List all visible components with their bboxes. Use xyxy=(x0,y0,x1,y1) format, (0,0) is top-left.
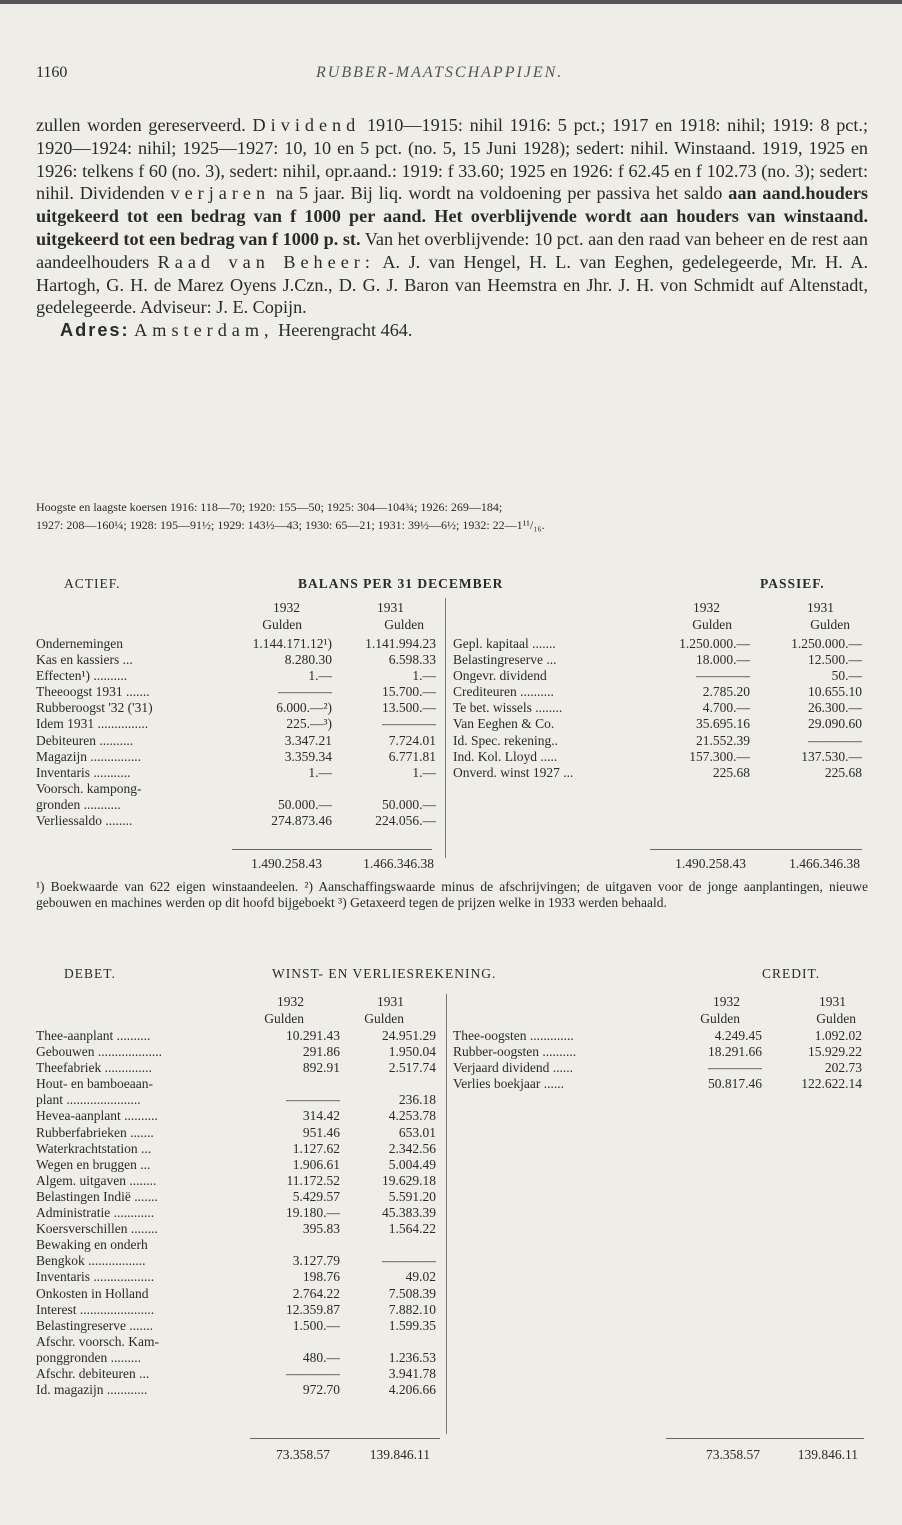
table-row xyxy=(36,1334,436,1350)
row-label: Ongevr. dividend xyxy=(453,668,547,684)
table-row xyxy=(453,668,868,684)
value-1932: 480.— xyxy=(302,1349,340,1365)
row-label: Idem 1931 ............... xyxy=(36,716,149,732)
row-label: Te bet. wissels ........ xyxy=(453,700,563,716)
value-1932: 972.70 xyxy=(302,1382,340,1398)
table-row xyxy=(36,1350,436,1366)
text-span: na 5 jaar. Bij liq. wordt na voldoening per passiva het saldo xyxy=(275,183,723,204)
table-row xyxy=(36,1141,436,1157)
row-label: Interest ...................... xyxy=(36,1301,155,1317)
value-1931: 224.056.— xyxy=(375,813,436,829)
raad-heading: Raad van Beheer: xyxy=(157,251,375,272)
table-row xyxy=(453,733,868,749)
balans-passief-table xyxy=(453,636,868,781)
table-row xyxy=(36,1076,436,1092)
unit-header: Gulden xyxy=(264,1011,304,1026)
value-1932: 5.429.57 xyxy=(292,1188,340,1204)
value-1932: 198.76 xyxy=(302,1269,340,1285)
row-label: Bewaking en onderh xyxy=(36,1237,148,1253)
table-row xyxy=(36,1286,436,1302)
value-1931: 137.530.— xyxy=(801,748,862,764)
value-1931: 15.700.— xyxy=(382,684,436,700)
table-row xyxy=(36,733,436,749)
table-row xyxy=(36,1157,436,1173)
value-1931: 12.500.— xyxy=(808,652,862,668)
value-1932: 314.42 xyxy=(302,1108,340,1124)
row-label: Wegen en bruggen ... xyxy=(36,1156,151,1172)
year-header: 1931 xyxy=(377,994,404,1009)
row-label: Afschr. debiteuren ... xyxy=(36,1365,150,1381)
value-1932: 274.873.46 xyxy=(271,813,332,829)
year-header: 1931 xyxy=(807,600,834,615)
table-row xyxy=(453,652,868,668)
value-1931: 4.206.66 xyxy=(388,1382,436,1398)
column-divider xyxy=(446,994,447,1434)
table-row xyxy=(36,1237,436,1253)
row-label: Kas en kassiers ... xyxy=(36,652,133,668)
row-label: Ondernemingen xyxy=(36,636,123,651)
value-1931: ———— xyxy=(382,716,436,732)
year-header: 1932 xyxy=(693,600,720,615)
table-row xyxy=(453,1028,868,1044)
value-1932: ———— xyxy=(286,1365,340,1381)
row-label: Verliessaldo ........ xyxy=(36,813,133,829)
actief-label: ACTIEF. xyxy=(64,576,121,591)
adres-line xyxy=(36,319,868,342)
balans-title: BALANS PER 31 DECEMBER xyxy=(298,576,504,591)
total-rule xyxy=(250,1438,440,1439)
unit-header: Gulden xyxy=(262,617,302,632)
value-1932: 50.817.46 xyxy=(708,1076,762,1092)
value-1931: 7.508.39 xyxy=(388,1285,436,1301)
text-span: Van het overblijvende: 10 pct. aan den raad van beheer en de rest aan aandeelhouders xyxy=(36,228,868,272)
row-label: Van Eeghen & Co. xyxy=(453,716,555,732)
table-row xyxy=(36,716,436,732)
total-credit-1932: 73.358.57 xyxy=(706,1447,760,1462)
adres-street: Heerengracht 464. xyxy=(278,320,413,341)
table-row xyxy=(36,700,436,716)
row-label: Effecten¹) .......... xyxy=(36,668,128,684)
value-1932: 395.83 xyxy=(302,1221,340,1237)
table-row xyxy=(36,1302,436,1318)
table-row xyxy=(36,797,436,813)
row-label: Rubberoogst '32 ('31) xyxy=(36,700,153,716)
value-1932: 3.359.34 xyxy=(284,748,332,764)
value-1932: 1.127.62 xyxy=(292,1140,340,1156)
table-row xyxy=(453,636,868,652)
koersen-block xyxy=(36,498,868,534)
value-1932: 3.347.21 xyxy=(284,732,332,748)
table-row xyxy=(36,1028,436,1044)
value-1932: 2.764.22 xyxy=(292,1285,340,1301)
value-1931: 6.598.33 xyxy=(388,652,436,668)
value-1932: 1.906.61 xyxy=(292,1156,340,1172)
value-1932: ———— xyxy=(278,684,332,700)
value-1932: 19.180.— xyxy=(286,1205,340,1221)
value-1931: 236.18 xyxy=(398,1092,436,1108)
row-label: Id. Spec. rekening.. xyxy=(453,732,558,748)
value-1931: 49.02 xyxy=(405,1269,436,1285)
table-row xyxy=(36,1044,436,1060)
table-row xyxy=(36,781,436,797)
table-row xyxy=(36,1108,436,1124)
value-1932: ———— xyxy=(286,1092,340,1108)
value-1931: ———— xyxy=(808,732,862,748)
column-divider xyxy=(445,598,446,858)
value-1932: ———— xyxy=(708,1060,762,1076)
value-1931: 2.517.74 xyxy=(388,1060,436,1076)
value-1931: 1.250.000.— xyxy=(791,636,862,651)
value-1931: 225.68 xyxy=(824,764,862,780)
table-row xyxy=(36,1205,436,1221)
table-row xyxy=(36,1253,436,1269)
value-1931: 1.950.04 xyxy=(388,1044,436,1060)
total-debet-1932: 73.358.57 xyxy=(276,1447,330,1462)
table-row xyxy=(453,749,868,765)
value-1931: 7.724.01 xyxy=(388,732,436,748)
table-row xyxy=(36,1221,436,1237)
table-row xyxy=(453,684,868,700)
value-1932: 12.359.87 xyxy=(286,1301,340,1317)
row-label: plant ...................... xyxy=(36,1092,141,1108)
value-1932: 291.86 xyxy=(302,1044,340,1060)
value-1931: 1.092.02 xyxy=(814,1028,862,1043)
value-1932: 892.91 xyxy=(302,1060,340,1076)
row-label: Koersverschillen ........ xyxy=(36,1221,158,1237)
winst-title: WINST- EN VERLIESREKENING. xyxy=(272,966,497,981)
adres-label: Adres: xyxy=(60,320,130,341)
table-row xyxy=(36,1125,436,1141)
text-span: zullen worden gereserveerd. xyxy=(36,115,246,135)
total-rule xyxy=(232,849,432,850)
year-header: 1932 xyxy=(273,600,300,615)
value-1931: 45.383.39 xyxy=(382,1205,436,1221)
value-1932: 1.250.000.— xyxy=(679,636,750,651)
row-label: Belastingreserve ....... xyxy=(36,1317,153,1333)
value-1931: 15.929.22 xyxy=(808,1044,862,1060)
value-1931: 1.564.22 xyxy=(388,1221,436,1237)
value-1931: 653.01 xyxy=(398,1124,436,1140)
paragraph xyxy=(36,114,868,319)
row-label: Waterkrachtstation ... xyxy=(36,1140,152,1156)
debet-label: DEBET. xyxy=(64,966,116,981)
row-label: ponggronden ......... xyxy=(36,1349,141,1365)
table-row xyxy=(36,652,436,668)
value-1932: 21.552.39 xyxy=(696,732,750,748)
winst-credit-table xyxy=(453,1028,868,1092)
year-header: 1932 xyxy=(277,994,304,1009)
table-row xyxy=(36,813,436,829)
value-1931: 19.629.18 xyxy=(382,1172,436,1188)
row-label: Administratie ............ xyxy=(36,1205,155,1221)
value-1932: 6.000.—²) xyxy=(276,700,332,716)
row-label: Hout- en bamboeaan- xyxy=(36,1076,153,1092)
table-row xyxy=(453,765,868,781)
table-row xyxy=(453,1076,868,1092)
text-span: verjaren xyxy=(170,183,271,204)
row-label: Id. magazijn ............ xyxy=(36,1382,148,1398)
footnote-text: ¹) Boekwaarde van 622 eigen winstaandeelen. ²) Aanschaffingswaarde minus de afschrijvingen; de uitgaven voor de jonge aanplantingen, nieuwe gebouwen en machines werden op dit hoofd bijgeboekt ³) Getaxeerd tegen de prijzen welke in 1933 werden behaald. xyxy=(36,879,868,910)
year-header: 1932 xyxy=(713,994,740,1009)
table-row xyxy=(36,1318,436,1334)
row-label: Belastingreserve ... xyxy=(453,652,557,668)
value-1931: 1.141.994.23 xyxy=(365,636,436,651)
table-row xyxy=(36,1366,436,1382)
row-label: Belastingen Indië ....... xyxy=(36,1188,158,1204)
running-title: RUBBER-MAATSCHAPPIJEN. xyxy=(316,64,564,81)
value-1931: ———— xyxy=(382,1253,436,1269)
row-label: Afschr. voorsch. Kam- xyxy=(36,1333,159,1349)
value-1932: 8.280.30 xyxy=(284,652,332,668)
row-label: Verlies boekjaar ...... xyxy=(453,1076,564,1092)
row-label: Theefabriek .............. xyxy=(36,1060,152,1076)
row-label: Inventaris .................. xyxy=(36,1269,155,1285)
row-label: Gebouwen ................... xyxy=(36,1044,162,1060)
value-1932: 1.144.171.12¹) xyxy=(252,636,332,651)
value-1931: 3.941.78 xyxy=(388,1365,436,1381)
table-row xyxy=(36,1382,436,1398)
value-1932: 18.291.66 xyxy=(708,1044,762,1060)
value-1931: 10.655.10 xyxy=(808,684,862,700)
unit-header: Gulden xyxy=(700,1011,740,1026)
table-row xyxy=(453,1044,868,1060)
value-1932: 157.300.— xyxy=(689,748,750,764)
company-text xyxy=(36,114,868,342)
unit-header: Gulden xyxy=(364,1011,404,1026)
value-1931: 1.— xyxy=(412,764,436,780)
balans-actief-table xyxy=(36,636,436,829)
table-row xyxy=(453,700,868,716)
value-1931: 2.342.56 xyxy=(388,1140,436,1156)
row-label: Verjaard dividend ...... xyxy=(453,1060,573,1076)
value-1931: 50.000.— xyxy=(382,796,436,812)
row-label: Onkosten in Holland xyxy=(36,1285,149,1301)
row-label: Crediteuren .......... xyxy=(453,684,554,700)
winst-debet-table xyxy=(36,1028,436,1398)
row-label: Inventaris ........... xyxy=(36,764,131,780)
value-1932: 50.000.— xyxy=(278,796,332,812)
row-label: Theeoogst 1931 ....... xyxy=(36,684,150,700)
value-1932: 1.— xyxy=(308,764,332,780)
table-row xyxy=(453,1060,868,1076)
table-row xyxy=(36,765,436,781)
page-header xyxy=(36,64,866,90)
value-1932: 4.249.45 xyxy=(714,1028,762,1043)
total-rule xyxy=(650,849,862,850)
value-1931: 122.622.14 xyxy=(801,1076,862,1092)
value-1931: 5.004.49 xyxy=(388,1156,436,1172)
footnotes xyxy=(36,879,868,910)
table-row xyxy=(36,684,436,700)
row-label: Onverd. winst 1927 ... xyxy=(453,764,574,780)
value-1932: 11.172.52 xyxy=(286,1172,340,1188)
total-rule xyxy=(666,1438,864,1439)
total-debet-1931: 139.846.11 xyxy=(369,1447,430,1462)
total-actief-1931: 1.466.346.38 xyxy=(363,856,434,871)
unit-header: Gulden xyxy=(692,617,732,632)
value-1931: 5.591.20 xyxy=(388,1188,436,1204)
unit-header: Gulden xyxy=(384,617,424,632)
table-row xyxy=(36,668,436,684)
value-1931: 50.— xyxy=(831,668,862,684)
value-1931: 13.500.— xyxy=(382,700,436,716)
row-label: Thee-oogsten ............. xyxy=(453,1028,574,1043)
table-row xyxy=(36,1189,436,1205)
row-label: Debiteuren .......... xyxy=(36,732,134,748)
table-row xyxy=(453,716,868,732)
value-1931: 1.— xyxy=(412,668,436,684)
koersen-line: 1927: 208—160¼; 1928: 195—91½; 1929: 143½—43; 1930: 65—21; 1931: 39½—6½; 1932: 22—1¹¹/₁₆. xyxy=(36,518,545,532)
total-actief-1932: 1.490.258.43 xyxy=(251,856,322,871)
row-label: Gepl. kapitaal ....... xyxy=(453,636,556,651)
total-passief-1931: 1.466.346.38 xyxy=(789,856,860,871)
value-1931: 7.882.10 xyxy=(388,1301,436,1317)
total-credit-1931: 139.846.11 xyxy=(797,1447,858,1462)
table-row xyxy=(36,1269,436,1285)
bold-text: aan aand.houders uitgekeerd tot een bedrag van f 1000 per aand. Het overblijvende wordt aan houders van winstaand. uitgekeerd tot een bedrag van f 1000 p. st. xyxy=(36,183,869,249)
row-label: Hevea-aanplant .......... xyxy=(36,1108,158,1124)
text-span: A. J. van Hengel, H. L. van Eeghen, gedelegeerde, Mr. H. A. Hartogh, G. H. de Marez Oyens J.Czn., D. G. J. Baron van Heemstra en Jhr. J. H. von Schmidt auf Altenstadt, gedelegeerde. Adviseur: J. E. Copijn. xyxy=(36,251,868,318)
row-label: Thee-aanplant .......... xyxy=(36,1028,151,1043)
value-1932: 225.—³) xyxy=(286,716,332,732)
value-1931: 1.599.35 xyxy=(388,1317,436,1333)
year-header: 1931 xyxy=(819,994,846,1009)
total-passief-1932: 1.490.258.43 xyxy=(675,856,746,871)
value-1931: 202.73 xyxy=(824,1060,862,1076)
row-label: Rubberfabrieken ....... xyxy=(36,1124,154,1140)
passief-label: PASSIEF. xyxy=(760,576,825,591)
value-1932: 10.291.43 xyxy=(286,1028,340,1043)
value-1932: 4.700.— xyxy=(702,700,750,716)
value-1932: 35.695.16 xyxy=(696,716,750,732)
value-1931: 6.771.81 xyxy=(388,748,436,764)
year-header: 1931 xyxy=(377,600,404,615)
value-1932: 1.500.— xyxy=(292,1317,340,1333)
value-1932: 225.68 xyxy=(712,764,750,780)
row-label: Bengkok ................. xyxy=(36,1253,146,1269)
adres-city: Amsterdam, xyxy=(134,320,274,341)
value-1932: 2.785.20 xyxy=(702,684,750,700)
dividend-heading: Dividend xyxy=(252,115,361,135)
value-1932: ———— xyxy=(696,668,750,684)
value-1931: 1.236.53 xyxy=(388,1349,436,1365)
value-1931: 24.951.29 xyxy=(382,1028,436,1043)
unit-header: Gulden xyxy=(810,617,850,632)
value-1931: 26.300.— xyxy=(808,700,862,716)
unit-header: Gulden xyxy=(816,1011,856,1026)
value-1931: 29.090.60 xyxy=(808,716,862,732)
value-1931: 4.253.78 xyxy=(388,1108,436,1124)
value-1932: 951.46 xyxy=(302,1124,340,1140)
row-label: Magazijn ............... xyxy=(36,748,141,764)
row-label: Rubber-oogsten .......... xyxy=(453,1044,577,1060)
row-label: Ind. Kol. Lloyd ..... xyxy=(453,748,558,764)
koersen-line: Hoogste en laagste koersen 1916: 118—70; 1920: 155—50; 1925: 304—104¾; 1926: 269—184; xyxy=(36,500,503,514)
value-1932: 1.— xyxy=(308,668,332,684)
table-row xyxy=(36,1060,436,1076)
row-label: Algem. uitgaven ........ xyxy=(36,1172,157,1188)
table-row xyxy=(36,1173,436,1189)
row-label: Voorsch. kampong- xyxy=(36,780,142,796)
table-row xyxy=(36,636,436,652)
value-1932: 3.127.79 xyxy=(292,1253,340,1269)
value-1932: 18.000.— xyxy=(696,652,750,668)
text-span: 1910—1915: nihil 1916: 5 pct.; 1917 en 1918: nihil; 1919: 8 pct.; 1920—1924: nihil; 1925—1927: 10, 10 en 5 pct. (no. 5, 15 Juni 1928); sedert: nihil. Winstaand. 1919, 1925 en 1926: telkens f 60 (no. 3), sedert: nihil, opr.aand.: 1919: f 33.60; 1925 en 1926: f 62.45 en f 102.73 (no. 3); sedert: nihil. Dividenden xyxy=(36,115,869,204)
table-row xyxy=(36,1092,436,1108)
credit-label: CREDIT. xyxy=(762,966,821,981)
row-label: gronden ........... xyxy=(36,796,121,812)
page-number: 1160 xyxy=(36,64,68,81)
top-border xyxy=(0,0,902,4)
table-row xyxy=(36,749,436,765)
